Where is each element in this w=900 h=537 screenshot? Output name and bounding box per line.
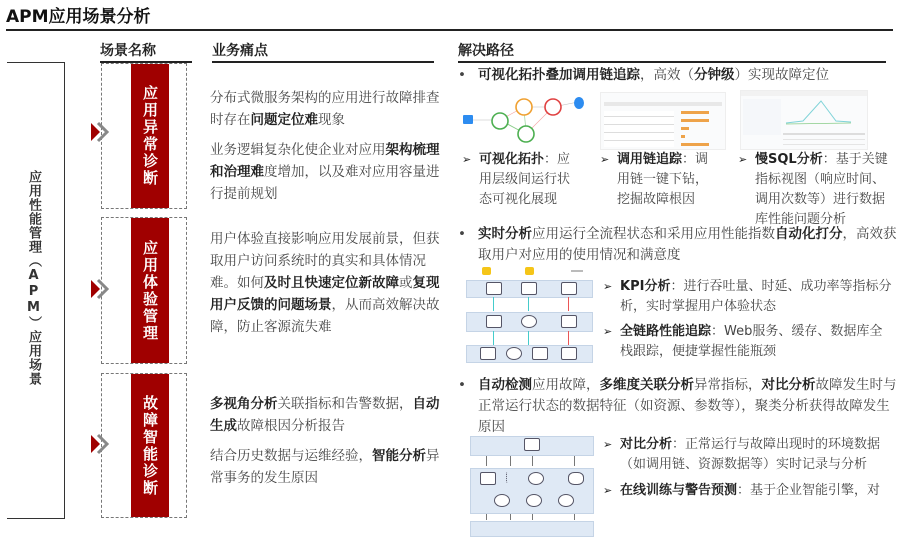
scene-title: 应用异常诊断 — [141, 85, 159, 187]
side-label: 应用性能管理（APM）应用场景 — [26, 170, 41, 386]
arrow-bullet-icon: ➢ — [738, 153, 748, 166]
column-header-solution — [458, 40, 886, 63]
chevron-right-icon — [90, 433, 110, 455]
pain-point: 用户体验直接影响应用发展前景，但获取用户访问系统时的真实和具体情况难。如何及时且快速定位新故障或复现用户反馈的问题场景，从而高效解决故障，防止客源流失难 — [210, 231, 440, 335]
pain-point: 多视角分析关联指标和告警数据，自动生成故障根因分析报告 — [210, 396, 440, 434]
column-header-solution-label: 解决路径 — [458, 43, 514, 59]
solution-item-kpi: ➢ KPI分析：进行吞吐量、时延、成功率等指标分析，实时掌握用户体验状态 — [603, 279, 892, 314]
topology-diagram-thumbnail — [458, 92, 588, 148]
column-header-scene-name — [100, 40, 192, 63]
pain-points-app-experience — [210, 228, 442, 346]
solution-item-online-training: ➢ 在线训练与警告预测：基于企业智能引擎，对 — [603, 481, 893, 501]
scene-card-app-experience — [101, 217, 187, 364]
scene-title-bar — [131, 64, 169, 208]
scene-title: 故障智能诊断 — [141, 394, 159, 497]
scene-title-bar — [131, 374, 169, 517]
scene-card-app-anomaly — [101, 63, 187, 209]
arrow-bullet-icon: ➢ — [603, 280, 613, 293]
arrow-bullet-icon: ➢ — [600, 153, 610, 166]
chevron-right-icon — [90, 278, 110, 300]
column-header-pain-points-label: 业务痛点 — [212, 43, 268, 59]
column-header-scene-name-label: 场景名称 — [100, 43, 156, 59]
column-header-pain-points — [212, 40, 434, 63]
title-divider — [6, 29, 893, 31]
pain-point: 分布式微服务架构的应用进行故障排查时存在问题定位难现象 — [210, 90, 440, 128]
arrow-bullet-icon: ➢ — [462, 153, 472, 166]
scene-title: 应用体验管理 — [141, 239, 159, 342]
bullet-icon: • — [458, 377, 466, 393]
solution-bullet-realtime: • 实时分析应用运行全流程状态和采用应用性能指数自动化打分，高效获取用户对应用的使用情况和满意度 — [458, 226, 897, 263]
slow-sql-chart-thumbnail — [740, 90, 868, 150]
solution-bullet-auto-detect: • 自动检测应用故障，多维度关联分析异常指标，对比分析故障发生时与正常运行状态的数据特征（如资源、参数等），聚类分析获得故障发生原因 — [458, 377, 897, 435]
bullet-icon: • — [458, 226, 466, 242]
solution-item-topology: ➢ 可视化拓扑：应用层级间运行状态可视化展现 — [462, 152, 571, 207]
solution-bullet-topology: • 可视化拓扑叠加调用链追踪，高效（分钟级）实现故障定位 — [458, 65, 898, 86]
scene-title-bar — [131, 218, 169, 363]
solution-item-slow-sql: ➢ 慢SQL分析：基于关键指标视图（响应时间、调用次数等）进行数据库性能问题分析 — [738, 152, 888, 227]
arrow-bullet-icon: ➢ — [603, 438, 613, 451]
scene-card-intelligent-diagnosis — [101, 373, 187, 518]
solution-item-call-chain: ➢ 调用链追踪：调用链一键下钻，挖掘故障根因 — [600, 152, 709, 207]
pain-points-intelligent-diagnosis — [210, 393, 442, 497]
fault-diagnosis-flow-thumbnail — [470, 436, 594, 532]
chevron-right-icon — [90, 121, 110, 143]
pain-points-app-anomaly — [210, 87, 442, 213]
bullet-icon: • — [458, 67, 466, 83]
arrow-bullet-icon: ➢ — [603, 484, 613, 497]
solution-item-compare: ➢ 对比分析：正常运行与故障出现时的环境数据（如调用链、资源数据等）实时记录与分析 — [603, 437, 881, 472]
call-chain-table-thumbnail — [600, 92, 726, 150]
pain-point: 业务逻辑复杂化使企业对应用架构梳理和治理难度增加，以及难对应用容量进行提前规划 — [210, 142, 440, 202]
arrow-bullet-icon: ➢ — [603, 325, 613, 338]
user-experience-flow-thumbnail — [466, 267, 593, 363]
pain-point: 结合历史数据与运维经验，智能分析异常事务的发生原因 — [210, 448, 440, 486]
solution-item-full-chain: ➢ 全链路性能追踪：Web服务、缓存、数据库全栈跟踪，便捷掌握性能瓶颈 — [603, 324, 883, 359]
page-title: APM应用场景分析 — [6, 7, 151, 27]
